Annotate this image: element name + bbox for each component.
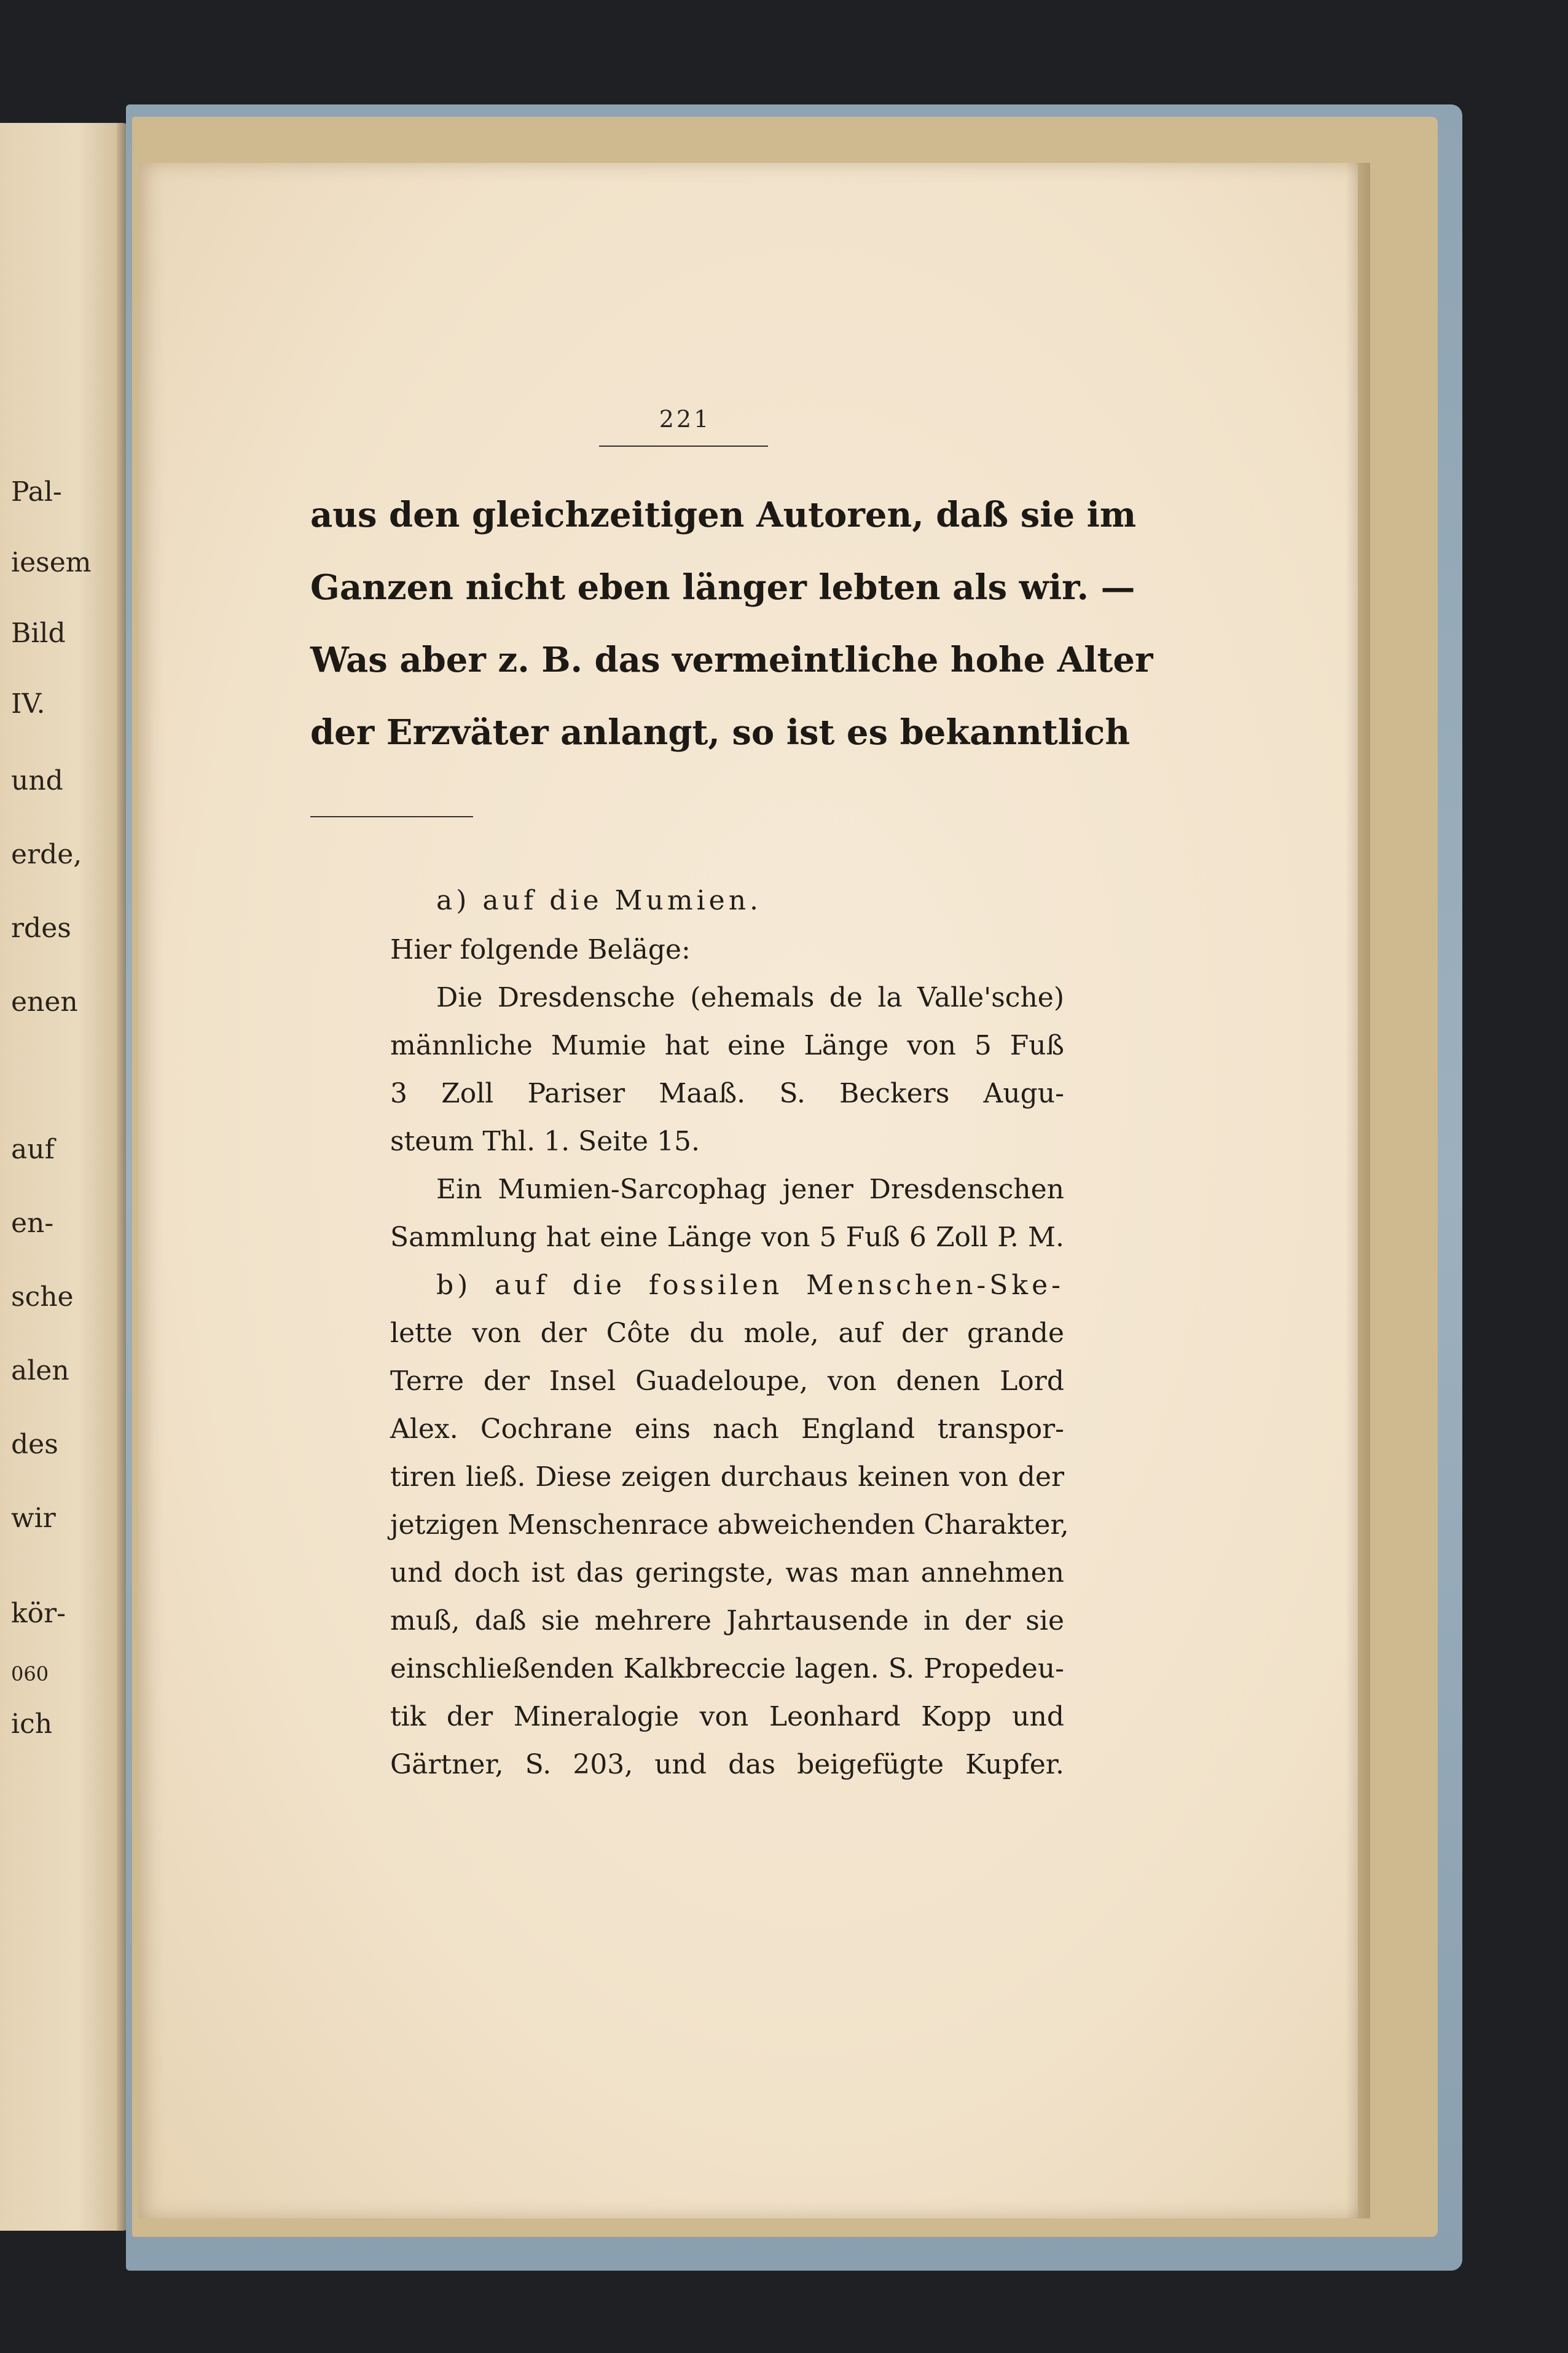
left-page-fragment: und [11, 765, 63, 796]
body-text-line: Was aber z. B. das vermeintliche hohe Alter [310, 640, 1153, 680]
left-page-fragment: IV. [11, 688, 45, 720]
footnote-line: und doch ist das geringste, was man annehmen [390, 1557, 1064, 1589]
page-number: 221 [659, 406, 711, 433]
left-page-fragment: iesem [11, 547, 92, 578]
page-number-rule [599, 446, 768, 447]
left-page-fragment: erde, [11, 839, 82, 870]
footnote-line: Terre der Insel Guadeloupe, von denen Lord [390, 1365, 1064, 1397]
left-page-fragment: en- [11, 1208, 54, 1239]
footnote-line: männliche Mumie hat eine Länge von 5 Fuß [390, 1030, 1064, 1061]
footnote-line: jetzigen Menschenrace abweichenden Charakter, [390, 1509, 1069, 1541]
body-text-line: Ganzen nicht eben länger lebten als wir. — [310, 567, 1135, 608]
footnote-line: Alex. Cochrane eins nach England transpor- [390, 1413, 1064, 1445]
footnote-heading: a) auf die Mumien. [436, 885, 762, 916]
footnote-heading: b) auf die fossilen Menschen-Ske- [436, 1270, 1064, 1301]
left-page [0, 123, 129, 2231]
footnote-line: Die Dresdensche (ehemals de la Valle'sche) [436, 982, 1064, 1013]
page-edge-shadow [1346, 163, 1370, 2218]
left-page-fragment: Pal- [11, 476, 62, 508]
left-page-fragment: rdes [11, 913, 71, 944]
body-text-line: aus den gleichzeitigen Autoren, daß sie im [310, 495, 1137, 535]
body-text-line: der Erzväter anlangt, so ist es bekanntlich [310, 712, 1131, 753]
left-page-fragment: alen [11, 1355, 69, 1386]
left-page-fragment: 060 [11, 1662, 49, 1686]
footnote-line: tiren ließ. Diese zeigen durchaus keinen von der [390, 1461, 1064, 1493]
footnote-line: einschließenden Kalkbreccie lagen. S. Propedeu- [390, 1653, 1064, 1684]
footnote-line: Gärtner, S. 203, und das beigefügte Kupfer. [390, 1749, 1064, 1780]
footnote-line: Ein Mumien-Sarcophag jener Dresdenschen [436, 1174, 1064, 1205]
footnote-line: Sammlung hat eine Länge von 5 Fuß 6 Zoll P. M. [390, 1222, 1064, 1253]
left-page-fragment: des [11, 1429, 58, 1460]
footnote-line: 3 Zoll Pariser Maaß. S. Beckers Augu- [390, 1078, 1064, 1109]
footnote-line: lette von der Côte du mole, auf der grande [390, 1318, 1064, 1349]
left-page-fragment: enen [11, 986, 78, 1018]
left-page-fragment: kör- [11, 1598, 66, 1629]
footnote-line: steum Thl. 1. Seite 15. [390, 1126, 700, 1157]
footnote-line: Hier folgende Beläge: [390, 934, 691, 965]
footnote-line: muß, daß sie mehrere Jahrtausende in der sie [390, 1605, 1064, 1636]
left-page-fragment: auf [11, 1134, 55, 1165]
left-page-fragment: sche [11, 1281, 74, 1313]
footnote-separator [310, 816, 473, 817]
footnote-line: tik der Mineralogie von Leonhard Kopp und [390, 1701, 1064, 1732]
left-page-fragment: wir [11, 1503, 56, 1534]
left-page-fragment: ich [11, 1708, 53, 1740]
left-page-fragment: Bild [11, 618, 66, 649]
